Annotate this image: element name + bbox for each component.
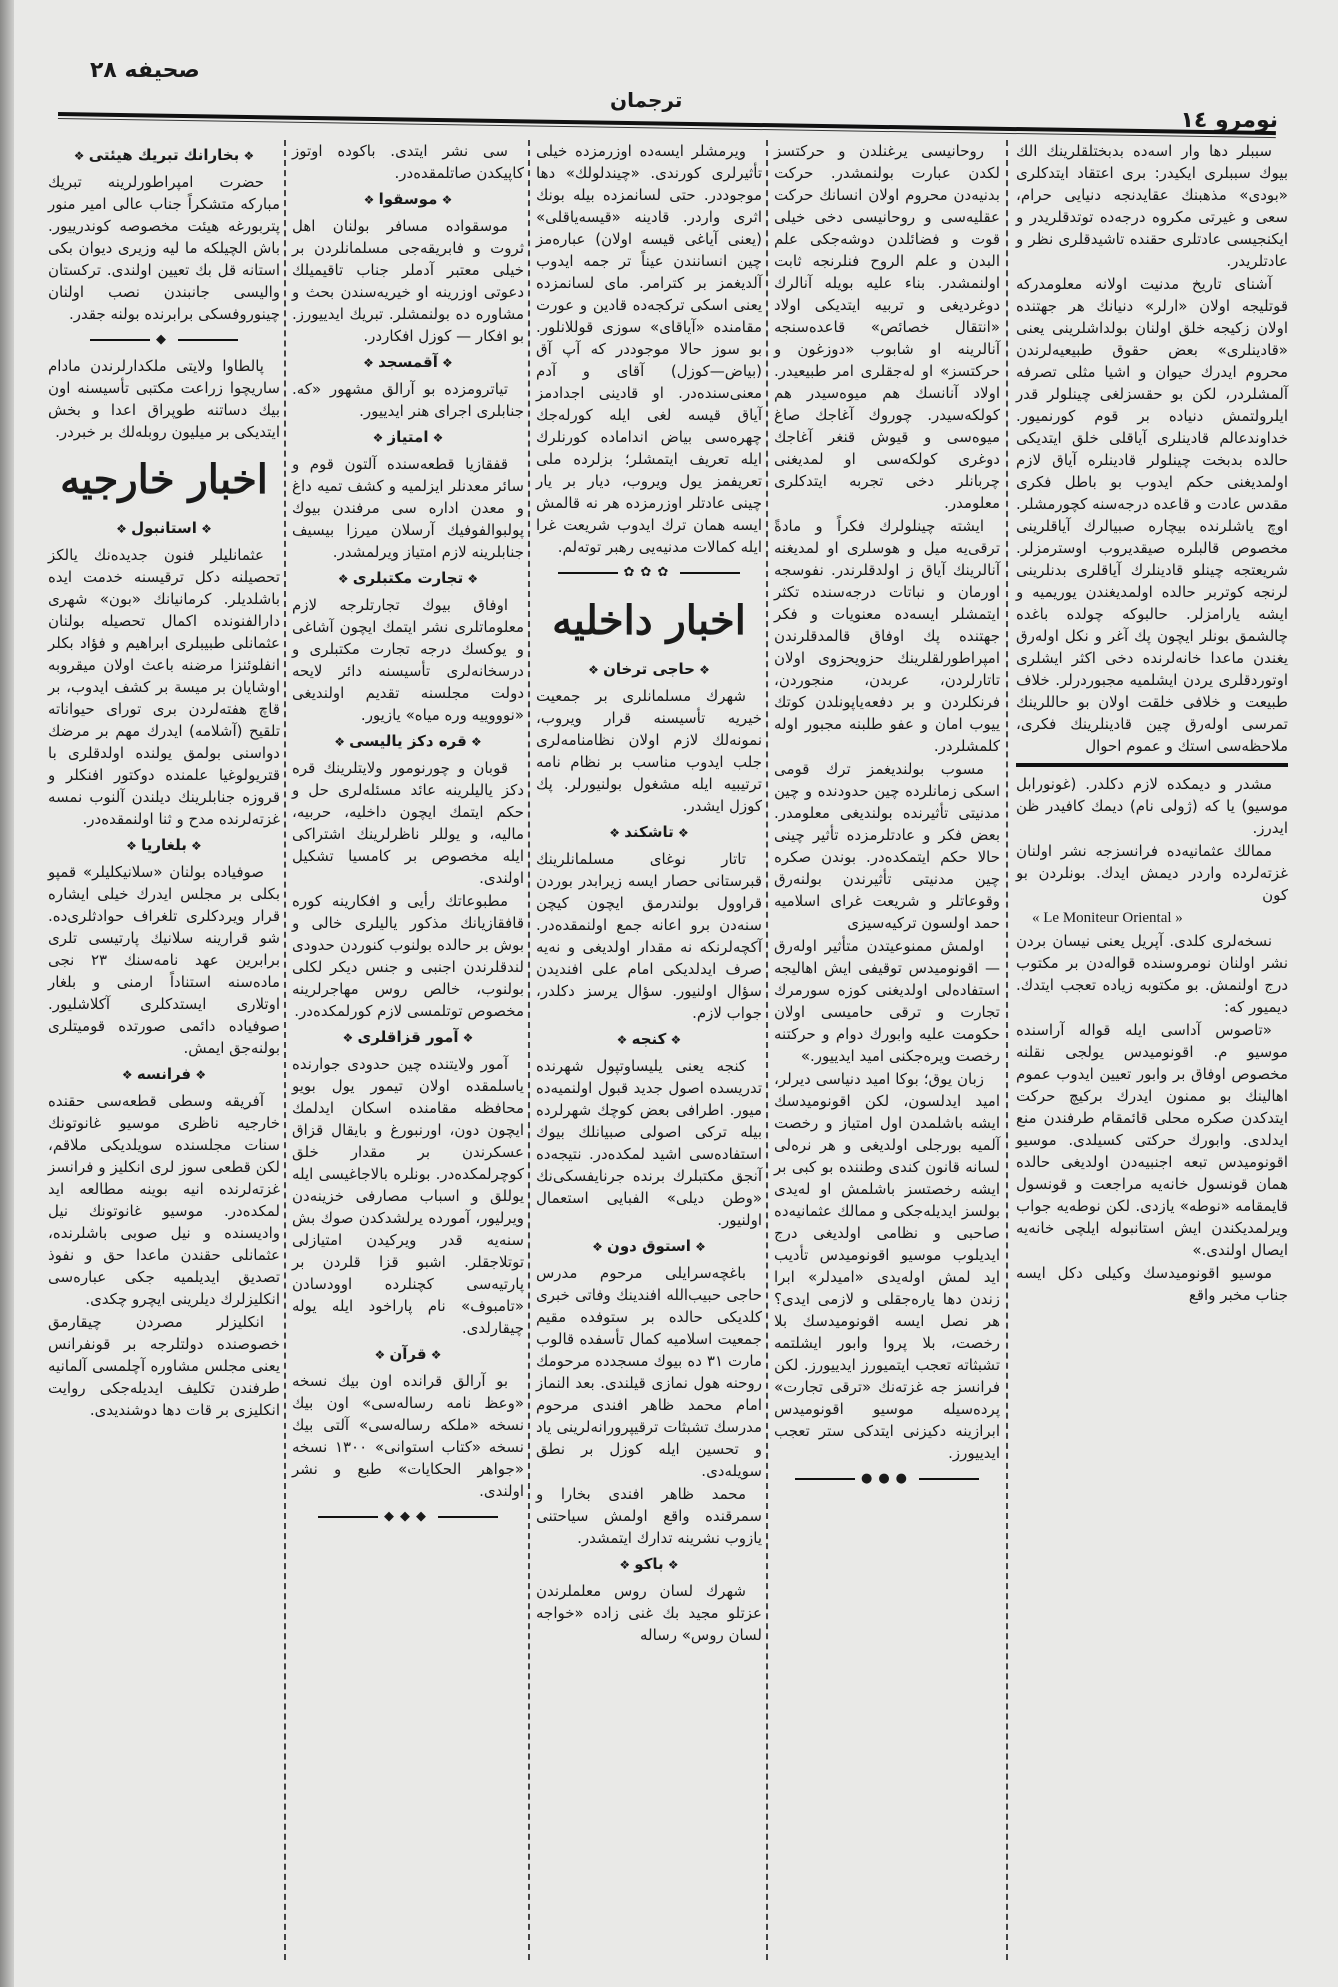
- paragraph: موسقواده مسافر بولنان اهل ثروت و فابریقه‌جی مسلمانلردن بر خیلی معتبر آدملر جناب تاقیمیلك دعوتی اوزرینه او خیریه‌سندن بحث و مشاوره ده بولنمشلر. تبریك ایدییورز. بو افکار — کوزل افکاردر.: [292, 217, 524, 345]
- page-edge: [0, 0, 14, 1987]
- paragraph: محمد ظاهر افندی بخارا و سمرقنده واقع اولمش سیاحتنی یازوب نشرینه تدارك ایتمشدر.: [536, 1485, 762, 1547]
- column-3: [536, 140, 762, 1647]
- column-2: [774, 140, 1000, 1494]
- section-heading: ❖ امتیاز ❖: [292, 426, 524, 449]
- section-heading: ❖ فرانسه ❖: [48, 1063, 280, 1086]
- section-heading: ❖ قرآن ❖: [292, 1343, 524, 1366]
- section-heading: ❖ آقمسجد ❖: [292, 351, 524, 374]
- section-heading: ❖ استانبول ❖: [48, 517, 280, 540]
- section-heading: ❖ حاجی ترخان ❖: [536, 658, 762, 681]
- section-heading: ❖ بلغاریا ❖: [48, 834, 280, 857]
- paragraph: آمور ولایتنده چین حدودی جوارنده یاسلمقده اولان تیمور یول بویو محافظه مقامنده اسکان ایدلمك ایچون دون، اورنبورغ و بایقال قزاق عسکرندن بر مقدار خلق کوچرلمکده‌در. بونلره بالاجاغیسی ایله یوللق و اسباب مصارفی خزینه‌دن ویرلیور، آمورده یرلشدکدن صوك بش سنه‌یه قدر ویرکیدن امتیازلی توتلاجقلر. اشبو قزا قلردن بر پارتیه‌سی کچنلرده اوودسادن «تامبوف» نام پاراخود ایله یوله چیقارلدی.: [292, 1055, 524, 1337]
- section-heading: ❖ آمور قزاقلری ❖: [292, 1026, 524, 1049]
- paragraph: قفقازیا قطعه‌سنده آلتون قوم و سائر معدنلر ایزلمیه و کشف تمیه داغ و معدن اداره سی مرفندن بیوك پولبوالفوفیك آرسلان میرزا بیسیف جنابلرینه لازم امتیاز ویرلمشدر.: [292, 455, 524, 561]
- paragraph: حضرت امپراطورلرینه تبریك مبارکه متشکراً جناب عالی امیر منور پتربورغه هیئت مخصوصه کوندرییور. باش الچیلکه ما لیه وزیری دیوان بکی استانه قل بك تعیین اولندی. ترکستان والیسی جانبندن نصب اولنان چینوروفسکی برابرنده بولنه جقدر.: [48, 173, 280, 323]
- paragraph: ایشته چینلولرك فکراً و مادةً ترقی‌یه میل و هوسلری او لمدیغنه آنالرینك آیاق ز اولدقلرندر. نفوسجه اورمان و نباتات درجه‌سنده تکثر ایتمشلر ایسه‌ده معنویات و فکر جهتنده پك اوفاق قالمدقلرندن امپراطورلقلرینك حزویحزوی اولان تاتارلردن، عربدن، منجوردن، فرنکلردن و بر دفعه‌یاپونلدن کوتك ییوب امان و عفو طلبنه مجبور اوله‌ کلمشلردر.: [774, 517, 1000, 755]
- paragraph: قوبان و چورنومور ولایتلرینك قره دکز یالیلرینه عائد مسئله‌لری حل و حکم ایتمك ایچون داخلیه، حربیه، مالیه، و یوللر ناظرلرینك اشتراکی ایله مخصوص بر کامسیا تشکیل اولندی.: [292, 759, 524, 887]
- column-separator: [1006, 140, 1008, 1960]
- paragraph: پالطاوا ولایتی ملکدارلرندن مادام ساریچوا زراعت مکتبی تأسیسنه اون بیك دساتنه طوپراق اعدا و بخش ایتدیکی بر میلیون روبله‌لك بر خبردر.: [48, 357, 280, 441]
- paragraph: تاتار نوغای مسلمانلرینك قبرستانی حصار ایسه زیرابدر بوردن قراوول بولندرمق ایچون کیچن سنه‌دن برو اعانه جمع اولنمقده‌در. آکچه‌لرنکه نه مقدار اولدیغی و نه‌یه صرف ایدلدیکی امام علی افندیدن سؤال اولنیور. سؤال یرسز دکلدر، جواب لازم.: [536, 850, 762, 1022]
- ornament-divider: ◆◆◆: [292, 1506, 524, 1528]
- paragraph: اوفاق بیوك تجارتلرجه لازم معلوماتلری نشر ایتمك ایچون آشاغی و یوکسك درجه تجارت مکتبلری و درسخانه‌لری تأسیسنه دائر لایحه دولت مجلسنه تقدیم اولندیغی «نوووییه وره میاه» یازیور.: [292, 596, 524, 724]
- ornament-divider: ◆: [48, 329, 280, 351]
- column-separator: [528, 140, 530, 1960]
- paragraph: سی نشر ایتدی. باکوده اوتوز کاپیکدن صاتلمقده‌در.: [292, 142, 524, 182]
- paragraph: مسوب بولندیغمز ترك قومی اسکی زمانلرده چین حدودنده و چین مدنیتی تأثیرنده بولندیغی معلومدر. بعض فکر و عادتلرمزده تأثیر چینی حالا حکم ایتمکده‌در. بوندن صکره چین مدنیتی تأثیرندن بولنه‌رق وقوعاتلر و شریعت غرای اسلامیه حمد اولسون ترکیه‌سیزی: [774, 760, 1000, 932]
- paragraph: عثمانلیلر فنون جدیده‌نك یالکز تحصیلنه دکل ترقیسنه خدمت ایده باشلدیلر. کرمانیانك «بون» شهری دارالفنونده اکمال تحصیله بولنان عثمانلی طبیبلری ابراهیم و فؤاد بکلر انفلوئنزا مرضنه باعث اولان میقروبه اوشایان بر میسة بر کشف ایدوب، بر قاچ هفته‌لردن بری توراى حیواناته تلقیح (آشلامه) ایدرك مهم بر مرضك دواسنی بولمق یولنده اولدقلری با قتریولوغیا علمنده دوکتور افنکلر و قروزه جنابلرینك دیلندن آلنوب نمسه غزته‌لرنده مدح و ثنا اولنمقده‌در.: [48, 546, 280, 828]
- paragraph: ممالك عثمانیه‌ده فرانسزجه نشر اولنان غزته‌لرده واردر دیمش ایدك. بونلردن بو کون: [1016, 842, 1288, 904]
- section-heading: ❖ قره دکز یالیسی ❖: [292, 730, 524, 753]
- paragraph: آفریقه وسطی قطعه‌سی حقنده خارجیه ناظری موسیو غانوتونك سنات مجلسنده سویلدیکی ملاقم، لکن قطعی سوز لری انکلیز و فرانسز غزته‌لرنده انیه بوینه مطالعه اید لمکده‌در. موسیو غانوتونك نیل وادیسنده و نیل صوبی باشلرنده، عثمانلی حقندن ماعدا حق و نفوذ تصدیق ایدیلمیه جکی عبارە‌سی انکلیزلرك دیلرینی ایچرو چکدی.: [48, 1092, 280, 1308]
- section-heading: ❖ استوق دون ❖: [536, 1235, 762, 1258]
- paragraph: نسخه‌لری کلدی. آپریل یعنی نیسان بردن نشر اولنان نومروسنده قواله‌دن بر مکتوب درج اولنمش. بو مکتوبه زیاده تعجب ایتدك. دیمیور که:: [1016, 932, 1288, 1016]
- paragraph: بو آرالق قرانده اون بیك نسخه «وعظ نامه رساله‌سی» اون بیك نسخه «ملکه رساله‌سی» آلتی بیك نسخه «کتاب استوانی» ۱۳۰۰ نسخه «جواهر الحکایات» طبع و نشر اولندی.: [292, 1372, 524, 1500]
- latin-text: « Le Moniteur Oriental »: [1032, 910, 1183, 926]
- paragraph: سببلر دها وار اسه‌ده بدبختلقلرینك الك بیوك سببلری ایکیدر: بری اعتقاد ایتدکلری «بودی» مذهبنك عقایدنجه دنیایی حرام، سعی و غیرتی مکروه درجه‌ده توتدقلریدر و ایکنجیسی عادتلری حقنده تاشیدقلری نظر و عادتلریدر.: [1016, 142, 1288, 270]
- section-heading: ❖ کنجه ❖: [536, 1028, 762, 1051]
- paragraph: آشنای تاریخ مدنیت اولانه معلومدرکه قوتلیجه اولان «ارلر» دنیانك هر جهتنده اولان زکیجه خلق اولنان بولداشلرینی یعنی «قادینلری» بعض حقوق طبیعیه‌لرندن محروم ایدرك حیوان و اشیا مثلی تصرفه آلمشلردر، لکن بو حقسزلغی چینلولر قدر ایلرولتمش دنیاده بر قوم کورنمیور. خداوندعالم قادینلری آیاقلی خلق ایتدیکی حالده بدبخت چینلولر قادینلره آیاق لازم اولمدیغنی حکم ایدوب بو باطل فکری مقدس عادت و قاعده درجه‌سنه کچورمشلر. اوچ یاشلرنده بیچاره صبیالرك آیاقلرینی مخصوص قالبلره صیقدیروب اوسترمزلر. شریعتجه چینلو قادینلرك آیاقلری بدنلرینی لرنجه کوتربر حالده اولمدیغندن یوریمیه و ایشه یارامزلر. حالبوکه چولده باغده چالشمق بونلر ایچون پك آغر و نکل اوله‌رق یغندن ماعدا خانه‌لرنده دخی اکثر ایشلری اوتوردقلری یردن ایشلمیه مجبوردرلر. خلاف طبیعت و خلافی خلقت اولان بو حاللرینك تمرسی اوله‌رق چین قادینلرینك فکری، ملاحظه‌سی استك و عموم احوال: [1016, 275, 1288, 755]
- section-heading: ❖ تجارت مکتبلری ❖: [292, 567, 524, 590]
- paragraph: روحانیسی یرغنلدن و حرکتسز لکدن عبارت بولنمشدر. حرکت بدنیه‌دن محروم اولان انسانك حرکت عقلیه‌سی و روحانیسی دخی خیلی قوت و فضائلدن دوشه‌جکی علم البدن و علم الروح فنلرنجه ثابت اولنمشدر. بناء علیه بویله آنالرك دوغردیغی و تربیه ایتدیکی اولاد «انتقال خصائص» قاعده‌سنجه آنالرینه او شابوب «دوزغون و حرکتسز» او له‌جقلری امر طبیعیدر. اولاد آنانسك هم میوه‌سیدر هم کولکه‌سیدر. چوروك آغاجك صاغ میوه‌سی و قیوش قنغر آغاجك دوغری کولکه‌سی او لمدیغنی چربانلر دخی تجربه ایتدکلری معلومدر.: [774, 142, 1000, 512]
- ornament-divider: ●●●: [774, 1468, 1000, 1490]
- paragraph: «تاصوس آداسی ایله قواله آراسنده موسیو م. اقونومیدس یولجی نقلنه مخصوص اوفاق بر وابور تعیین ایدوب عموم اهالینك بو ممنون ایدرك برکیچ حرکت ایتدکدن صکره محلی قائمقام طرفندن منع ایدلدی. وابورك حرکتی کسیلدی. موسیو اقونومیدس تبعه اجنبیه‌دن اولدیغی حالده همان قونسول خانه‌یه مراجعت و قونسول قایمقامه «نوطه» یازدی. لکن نوطه‌یه جواب ویرلمدیکندن ایش استانبوله ایلچی خانه‌یه ایصال اولندی.»: [1016, 1021, 1288, 1259]
- section-heading: ❖ بخارانك تبریك هیئتی ❖: [48, 144, 280, 167]
- section-rule: [1016, 763, 1288, 767]
- section-heading: ❖ تاشکند ❖: [536, 821, 762, 844]
- paragraph: کنجه یعنی یلیساوتپول شهرنده تدریسده اصول جدید قبول اولنمیه‌ده میور. اطرافی بعض کوچك شهرلرده بیله ترکی اصولی صبیانلك بیوك استفاده‌سی اشید لمکده‌در. نتیجه‌ده آنجق مکتبلرك برنده جرنایفسکی‌نك «وطن دیلی» الفبایی استعمال اولنیور.: [536, 1057, 762, 1229]
- paragraph: زبان یوق؛ بوکا امید دنیاسی دیرلر، امید ایدلسون، لکن اقونومیدسك ایشه باشلمدن اول امتیاز و رخصت آلمیه بورجلی اولدیغی و هر نره‌لی لسانه قانون کندی وطننده بو کبی بر ایشه رخصتسز باشلمش او له‌یدی بولسز ایدیله‌جکی و ممالك عثمانیه‌ده صاحبی و نظامی اولدیغی درج ایدیلوب موسیو اقونومیدس تأدیب اید لمش اوله‌یدی «امیدلر» ابرا زندن دها یاره‌جقلی و لازمی ایدی؟ هر نصل ایسه اقونومیدسك بلا رخصت، بلا پروا وابور ایشلتمه تشبثاته تعجب ایتمیورز ایدییورز. لکن فرانسز جه غزته‌نك «ترقی تجارت» پرده‌سیله موسیو اقونومیدس ابرازینه دکیزنی ایتدکی ستر تعجب ایدییورز.: [774, 1070, 1000, 1462]
- paragraph: مشدر و دیمکده لازم دکلدر. (غونورابل موسیو) یا که (ژولی نام) دیمك کافیدر ظن ایدرز.: [1016, 775, 1288, 837]
- section-heading: ❖ موسقوا ❖: [292, 188, 524, 211]
- column-separator: [284, 140, 286, 1960]
- issue-number: نومرو ١٤: [1180, 108, 1278, 133]
- paragraph: مطبوعاتك رأیی و افکارینه کوره قافقازیانك مذکور یالیلری خالی و بوش بر حالده بولنوب کنوردن حدودی لندقلرندن اجنبی و جنس دیکر لکلی بولنوب، خالص روس مهاجرلرینه مخصوص توتلمسی لازم کورلمکده‌در.: [292, 892, 524, 1020]
- column-4: [292, 140, 524, 1532]
- column-1: [1016, 140, 1288, 1307]
- paragraph: صوفیاده بولنان «سلانیکلیلر» قمپو بکلی بر مجلس ایدرك خیلی ایشاره قرار ویردکلری تلغراف حوادثلری‌ده. شو قرارینه سلانیك پارتیسی تلری برابرین عهد نامه‌سنك ۲۳ نجی ماده‌سنه استناداً ارمنی و بلغار اوتلاری ایستدکلری آکلاشلیور. صوفیاده دائمی صورتده قومیتلری بولنه‌جق ایمش.: [48, 863, 280, 1057]
- section-heading: ❖ باکو ❖: [536, 1553, 762, 1576]
- newspaper-masthead: ترجمان: [610, 88, 683, 112]
- section-title: اخبار خارجیه: [60, 456, 268, 503]
- ornament-divider: ✿✿✿: [536, 562, 762, 584]
- paragraph: موسیو اقونومیدسك وکیلی دکل ایسه جناب مخبر واقع: [1016, 1264, 1288, 1304]
- paragraph: ویرمشلر ایسه‌ده اوزرمزده خیلی تأثیرلری کورندی. «چیندلولك» دها موجوددر. حتی لسانمزده بیله بونك اثری واردر. قادینه «قیسه‌یاقلی» (یعنی آیاغی قیسه اولان) عبارەمز چین انسانندن عیناً تر جمه ایدوب آلدیغمز بر کترامر. مای لسانمزده یعنی اسکی ترکجه‌ده قادین و عورت مقامنده «آیاقای» سوزی قوللانلور. بو سوز حالا موجوددر که آپ آق (بیاض—کوزل) آقای و آدم معنی‌سنده‌در. او قادینی اجدادمز آیاق قیسه لغی ایله کورله‌جك چهره‌سی بیاض انداماده کورنلرك ایله تعریف ایتمشلر؛ بزلرده ملی تعریفمز یول ویروب، دیار بر یار چینی عادتلر اوزرمزده هر نه قالمش ایسه همان ترك ایدوب شریعت غرا ایله کمالات مدنیه‌یی رهبر توته‌لم.: [536, 142, 762, 556]
- column-5: [48, 140, 280, 1422]
- paragraph: تیاترومزده بو آرالق مشهور «که. جنابلری اجرای هنر ایدییور.: [292, 380, 524, 420]
- newspaper-columns: [48, 140, 1288, 1960]
- section-title: اخبار داخلیه: [552, 597, 746, 644]
- paragraph: شهرك لسان روس معلملرندن عزتلو مجید بك غنی زاده «خواجه لسان روس» رساله: [536, 1582, 762, 1644]
- paragraph: انکلیزلر مصردن چیقارمق خصوصنده دولتلرجه بر قونفرانس یعنی مجلس مشاوره آچلمسی آلمانیه طرفندن تکلیف ایدیله‌جکی روایت انکلیزی بر قات دها دوشندیدی.: [48, 1313, 280, 1419]
- paragraph: اولمش ممنوعیتدن متأثیر اوله‌رق — اقونومیدس توقیفی ایش اهالیجه استفاده‌لی اولدیغنی کوزه سورمرك تجارت و ترقی حامیسی اولان حکومت علیه وابورك دوام و حرکتنه رخصت ویره‌جکنی امید ایدییور.»: [774, 937, 1000, 1065]
- column-separator: [766, 140, 768, 1960]
- paragraph: باغچه‌سرایلی مرحوم مدرس حاجی حبیب‌الله افندینك وفاتی خبری کلدیکی حالده بر ستوفده مقیم جمعیت اسلامیه کمال تأسفده قالوب مارت ۳۱ ده بیوك مسجدده مرحومك روحنه هول نمازی قیلندی. بعد النماز امام محمد ظاهر افندی مرحوم مدرسك تشبثات ترقیپرورانه‌لرینی یاد و تحسین ایله کوزل بر نطق سویله‌دی.: [536, 1264, 762, 1480]
- paragraph: شهرك مسلمانلری بر جمعیت خیریه تأسیسنه قرار ویروب، نمونه‌لك لازم اولان نظامنامه‌لری جلب ایدوب مناسب بر نظام نامه ترتیبیه ایله مشغول بولنیورلر. پك کوزل ایشدر.: [536, 687, 762, 815]
- header-rule: [58, 112, 1276, 138]
- page-number: صحیفه ۲۸: [90, 58, 200, 83]
